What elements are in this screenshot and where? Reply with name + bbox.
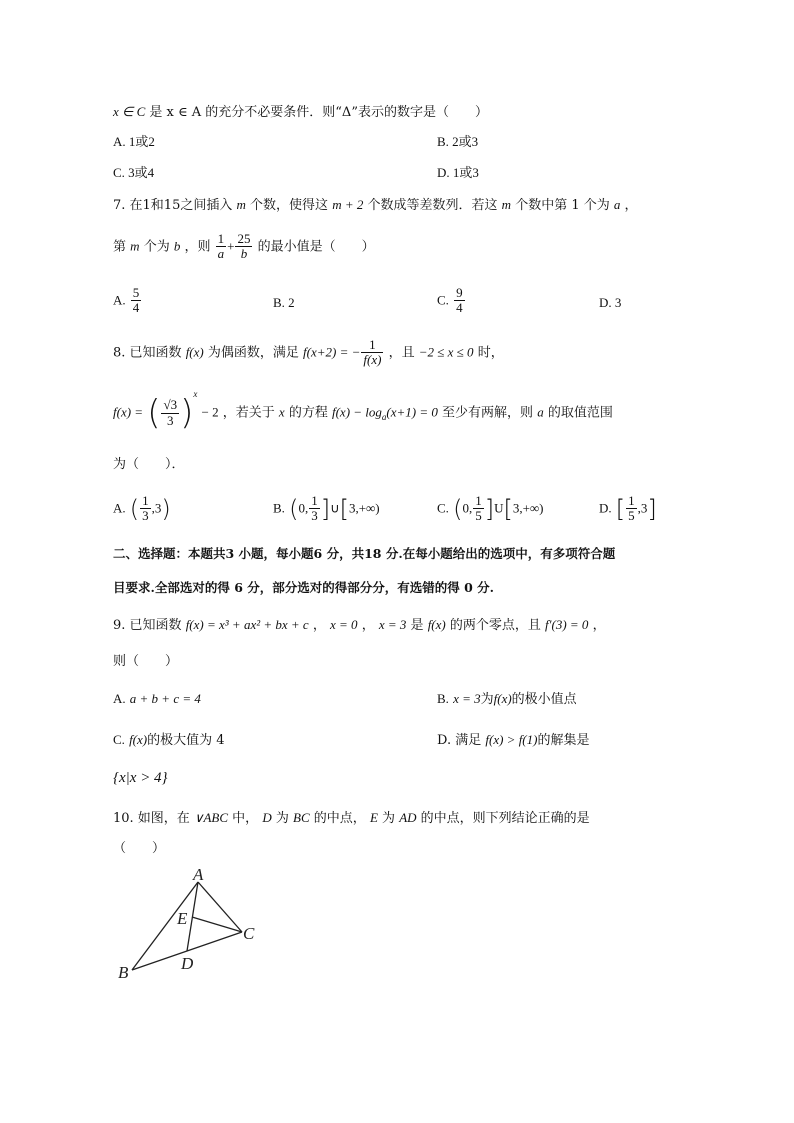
q7-text: ，	[624, 198, 638, 213]
fraction-denominator: 3	[311, 508, 318, 524]
q10-text: 中，	[232, 811, 259, 826]
q8-text: 时，	[477, 345, 504, 361]
option-math: 0,	[462, 500, 473, 516]
q9-option-d-set: {x|x > 4}	[113, 770, 168, 786]
option-label: A.	[113, 500, 126, 516]
q8-text: 至少有两解，则	[442, 405, 534, 421]
fraction-denominator: b	[240, 246, 248, 262]
q6-option-a: A. 1或2	[113, 134, 155, 149]
fraction-numerator: √3	[163, 397, 178, 413]
q9-text: 9. 已知函数	[113, 618, 182, 633]
option-label: C.	[113, 732, 125, 747]
q9-math: f(x) = x³ + ax² + bx + c	[185, 617, 309, 632]
q7-var-a: a	[613, 197, 621, 212]
q9-math: x = 0	[330, 617, 358, 632]
q8-math: − 2	[201, 404, 219, 420]
option-text: 为	[480, 692, 494, 707]
left-bracket: [	[503, 494, 513, 523]
q9-text: ，	[592, 618, 606, 633]
q8-line2	[113, 389, 613, 433]
side-ac	[198, 882, 242, 932]
option-label: C.	[437, 292, 449, 308]
q8-text: 的取值范围	[547, 405, 613, 421]
q8-math: f(x)	[185, 344, 204, 360]
q7-option-c	[437, 286, 466, 316]
q8-math: f(x) =	[113, 404, 144, 420]
option-label: D. 满足	[437, 733, 482, 748]
option-math: 3,+∞)	[348, 500, 380, 516]
q9-option-d	[437, 733, 589, 747]
q9-option-b	[437, 692, 577, 706]
fraction-denominator: 5	[475, 508, 482, 524]
triangle-figure	[110, 862, 280, 987]
q7-option-b: B. 2	[273, 295, 295, 310]
q7-fraction-2	[235, 232, 252, 262]
q10-math: ∨ABC	[193, 810, 229, 825]
q8-var-x: x	[278, 404, 285, 420]
option-text: 的极大值为 4	[147, 733, 225, 748]
option-label: A.	[113, 292, 126, 308]
q7-var-m: m	[501, 197, 512, 212]
q8-option-d	[599, 494, 657, 524]
fraction-denominator: 3	[142, 508, 149, 524]
q9-line1	[113, 618, 606, 632]
q8-text: 的方程	[288, 405, 328, 421]
fraction-numerator: 1	[217, 231, 225, 246]
right-bracket: ]	[647, 494, 657, 523]
q10-text: 为	[275, 811, 289, 826]
q8-var-a: a	[537, 404, 544, 420]
option-math: f(x)	[129, 732, 148, 747]
q7-var-m: m	[236, 197, 246, 212]
option-label: B.	[437, 691, 449, 706]
q8-option-c	[437, 494, 544, 524]
right-paren: )	[161, 494, 171, 523]
q8-fraction	[161, 398, 179, 428]
fraction-denominator: f(x)	[363, 352, 382, 368]
q7-fraction-1	[216, 232, 227, 262]
q7-text: 7. 在1和15之间插入	[113, 198, 233, 213]
option-math: x = 3	[453, 691, 481, 706]
vertex-label-a: A	[193, 865, 204, 884]
q9-text: ，	[361, 618, 375, 633]
q7-option-a	[113, 286, 142, 316]
q8-math: (x+1) = 0	[386, 404, 438, 420]
q8-fraction	[361, 338, 383, 368]
q10-math: BC	[293, 810, 310, 825]
fraction-denominator: 5	[628, 508, 635, 524]
option-math: ,3	[637, 500, 648, 516]
q6-stem-head: x ∈ C	[113, 104, 146, 119]
q7-line1	[113, 198, 638, 212]
subscript: a	[381, 412, 387, 423]
q9-text: ，	[312, 618, 326, 633]
fraction-denominator: a	[217, 246, 225, 262]
fraction	[140, 494, 151, 524]
q7-var-m: m	[130, 238, 140, 254]
left-bracket: [	[339, 494, 349, 523]
fraction-numerator: 9	[456, 285, 463, 300]
right-paren: )	[180, 393, 194, 433]
fraction	[473, 494, 484, 524]
q8-math: −2 ≤ x ≤ 0	[418, 344, 474, 360]
section-heading: 二、选择题：本题共3 小题，每小题6 分，共18 分.在每小题给出的选项中，有多项符合题	[113, 546, 616, 561]
q8-option-b	[273, 494, 380, 524]
q7-line2	[113, 232, 375, 262]
vertex-label-b: B	[118, 963, 129, 982]
segment-ec	[192, 917, 242, 932]
q7-text: 个数中第 1 个为	[515, 198, 610, 213]
section-instructions: 目要求.全部选对的得 6 分，部分选对的得部分分，有选错的得 0 分.	[113, 580, 495, 595]
point-label-e: E	[177, 909, 188, 928]
fraction	[309, 494, 320, 524]
q9-text: 的两个零点，且	[449, 618, 541, 633]
q9-option-a	[113, 692, 201, 706]
right-bracket: ]	[320, 494, 331, 523]
union-sign: U	[494, 500, 504, 516]
right-bracket: ]	[484, 494, 495, 523]
q9-option-c	[113, 733, 225, 747]
option-math: f(x) > f(1)	[485, 732, 538, 747]
option-text: 的解集是	[537, 733, 590, 748]
option-math: 3,+∞)	[512, 500, 544, 516]
q6-stem	[113, 105, 488, 119]
fraction-numerator: 1	[311, 493, 318, 508]
q7-text: 个数，使得这	[250, 198, 329, 213]
fraction-numerator: 5	[132, 285, 140, 300]
fraction-numerator: 1	[628, 493, 635, 508]
left-paren: (	[129, 494, 140, 523]
q8-line1	[113, 338, 504, 368]
q10-text: 的中点，	[313, 811, 366, 826]
q8-option-a	[113, 494, 171, 524]
q9-math: f′(3) = 0	[545, 617, 589, 632]
fraction-denominator: 4	[456, 300, 463, 316]
q7-text: ，则	[184, 239, 211, 255]
q10-math: E	[369, 810, 378, 825]
point-label-d: D	[181, 954, 194, 973]
q10-line2: （ ）	[113, 841, 166, 856]
q6-stem-tail: 是 x ∈ A 的充分不必要条件．则“Δ”表示的数字是（ ）	[149, 105, 488, 120]
option-math: f(x)	[493, 691, 512, 706]
left-paren: (	[147, 393, 161, 433]
q7-var-b: b	[173, 238, 181, 254]
q7-option-d: D. 3	[599, 295, 622, 310]
q6-option-b: B. 2或3	[437, 134, 479, 149]
fraction-numerator: 1	[475, 493, 482, 508]
union-sign: ∪	[330, 500, 340, 516]
option-label: C.	[437, 500, 449, 516]
q9-math: f(x)	[427, 617, 446, 632]
q8-math: f(x) − log	[331, 404, 382, 420]
q10-math: D	[262, 810, 272, 825]
option-text: 的极小值点	[511, 692, 577, 707]
left-paren: (	[453, 494, 463, 523]
fraction-denominator: 3	[167, 412, 174, 428]
fraction-numerator: 1	[361, 338, 383, 353]
option-label: D.	[599, 500, 612, 516]
q7-option-c-fraction	[454, 286, 465, 316]
option-label: A.	[113, 691, 126, 706]
plus-sign: +	[227, 238, 235, 254]
q7-text: 第	[113, 239, 127, 255]
option-math: 0,	[298, 500, 309, 516]
q9-math: x = 3	[378, 617, 407, 632]
q7-var-m2: m + 2	[332, 197, 364, 212]
q10-math: AD	[399, 810, 417, 825]
exponent: x	[193, 389, 198, 400]
fraction	[626, 494, 637, 524]
q10-text: 10. 如图，在	[113, 811, 190, 826]
q8-text: 为偶函数，满足	[207, 345, 299, 361]
option-label: B.	[273, 500, 285, 516]
left-bracket: [	[615, 494, 626, 523]
q8-text: ，若关于	[222, 405, 275, 421]
q8-text: 8. 已知函数	[113, 345, 182, 361]
fraction-numerator: 25	[237, 231, 251, 246]
fraction-numerator: 1	[142, 493, 149, 508]
q7-option-a-fraction	[131, 286, 142, 316]
option-math: ,3	[151, 500, 162, 516]
option-math: a + b + c = 4	[129, 691, 201, 706]
q7-text: 个为	[143, 239, 170, 255]
left-paren: (	[289, 494, 299, 523]
q10-text: 为	[382, 811, 396, 826]
vertex-label-c: C	[243, 924, 255, 943]
q9-text: 是	[410, 618, 424, 633]
q8-line3: 为（ ）．	[113, 457, 185, 472]
q10-text: 的中点，则下列结论正确的是	[420, 811, 590, 826]
q10-line1	[113, 811, 590, 825]
q6-option-d: D. 1或3	[437, 165, 479, 180]
q6-option-c: C. 3或4	[113, 165, 155, 180]
fraction-denominator: 4	[132, 300, 140, 316]
q7-text: 个数成等差数列．若这	[367, 198, 498, 213]
q9-line2: 则（ ）	[113, 654, 179, 669]
q8-math: f(x+2) = −	[303, 344, 361, 360]
q7-text: 的最小值是（ ）	[257, 239, 375, 255]
q8-text: ，且	[388, 345, 415, 361]
